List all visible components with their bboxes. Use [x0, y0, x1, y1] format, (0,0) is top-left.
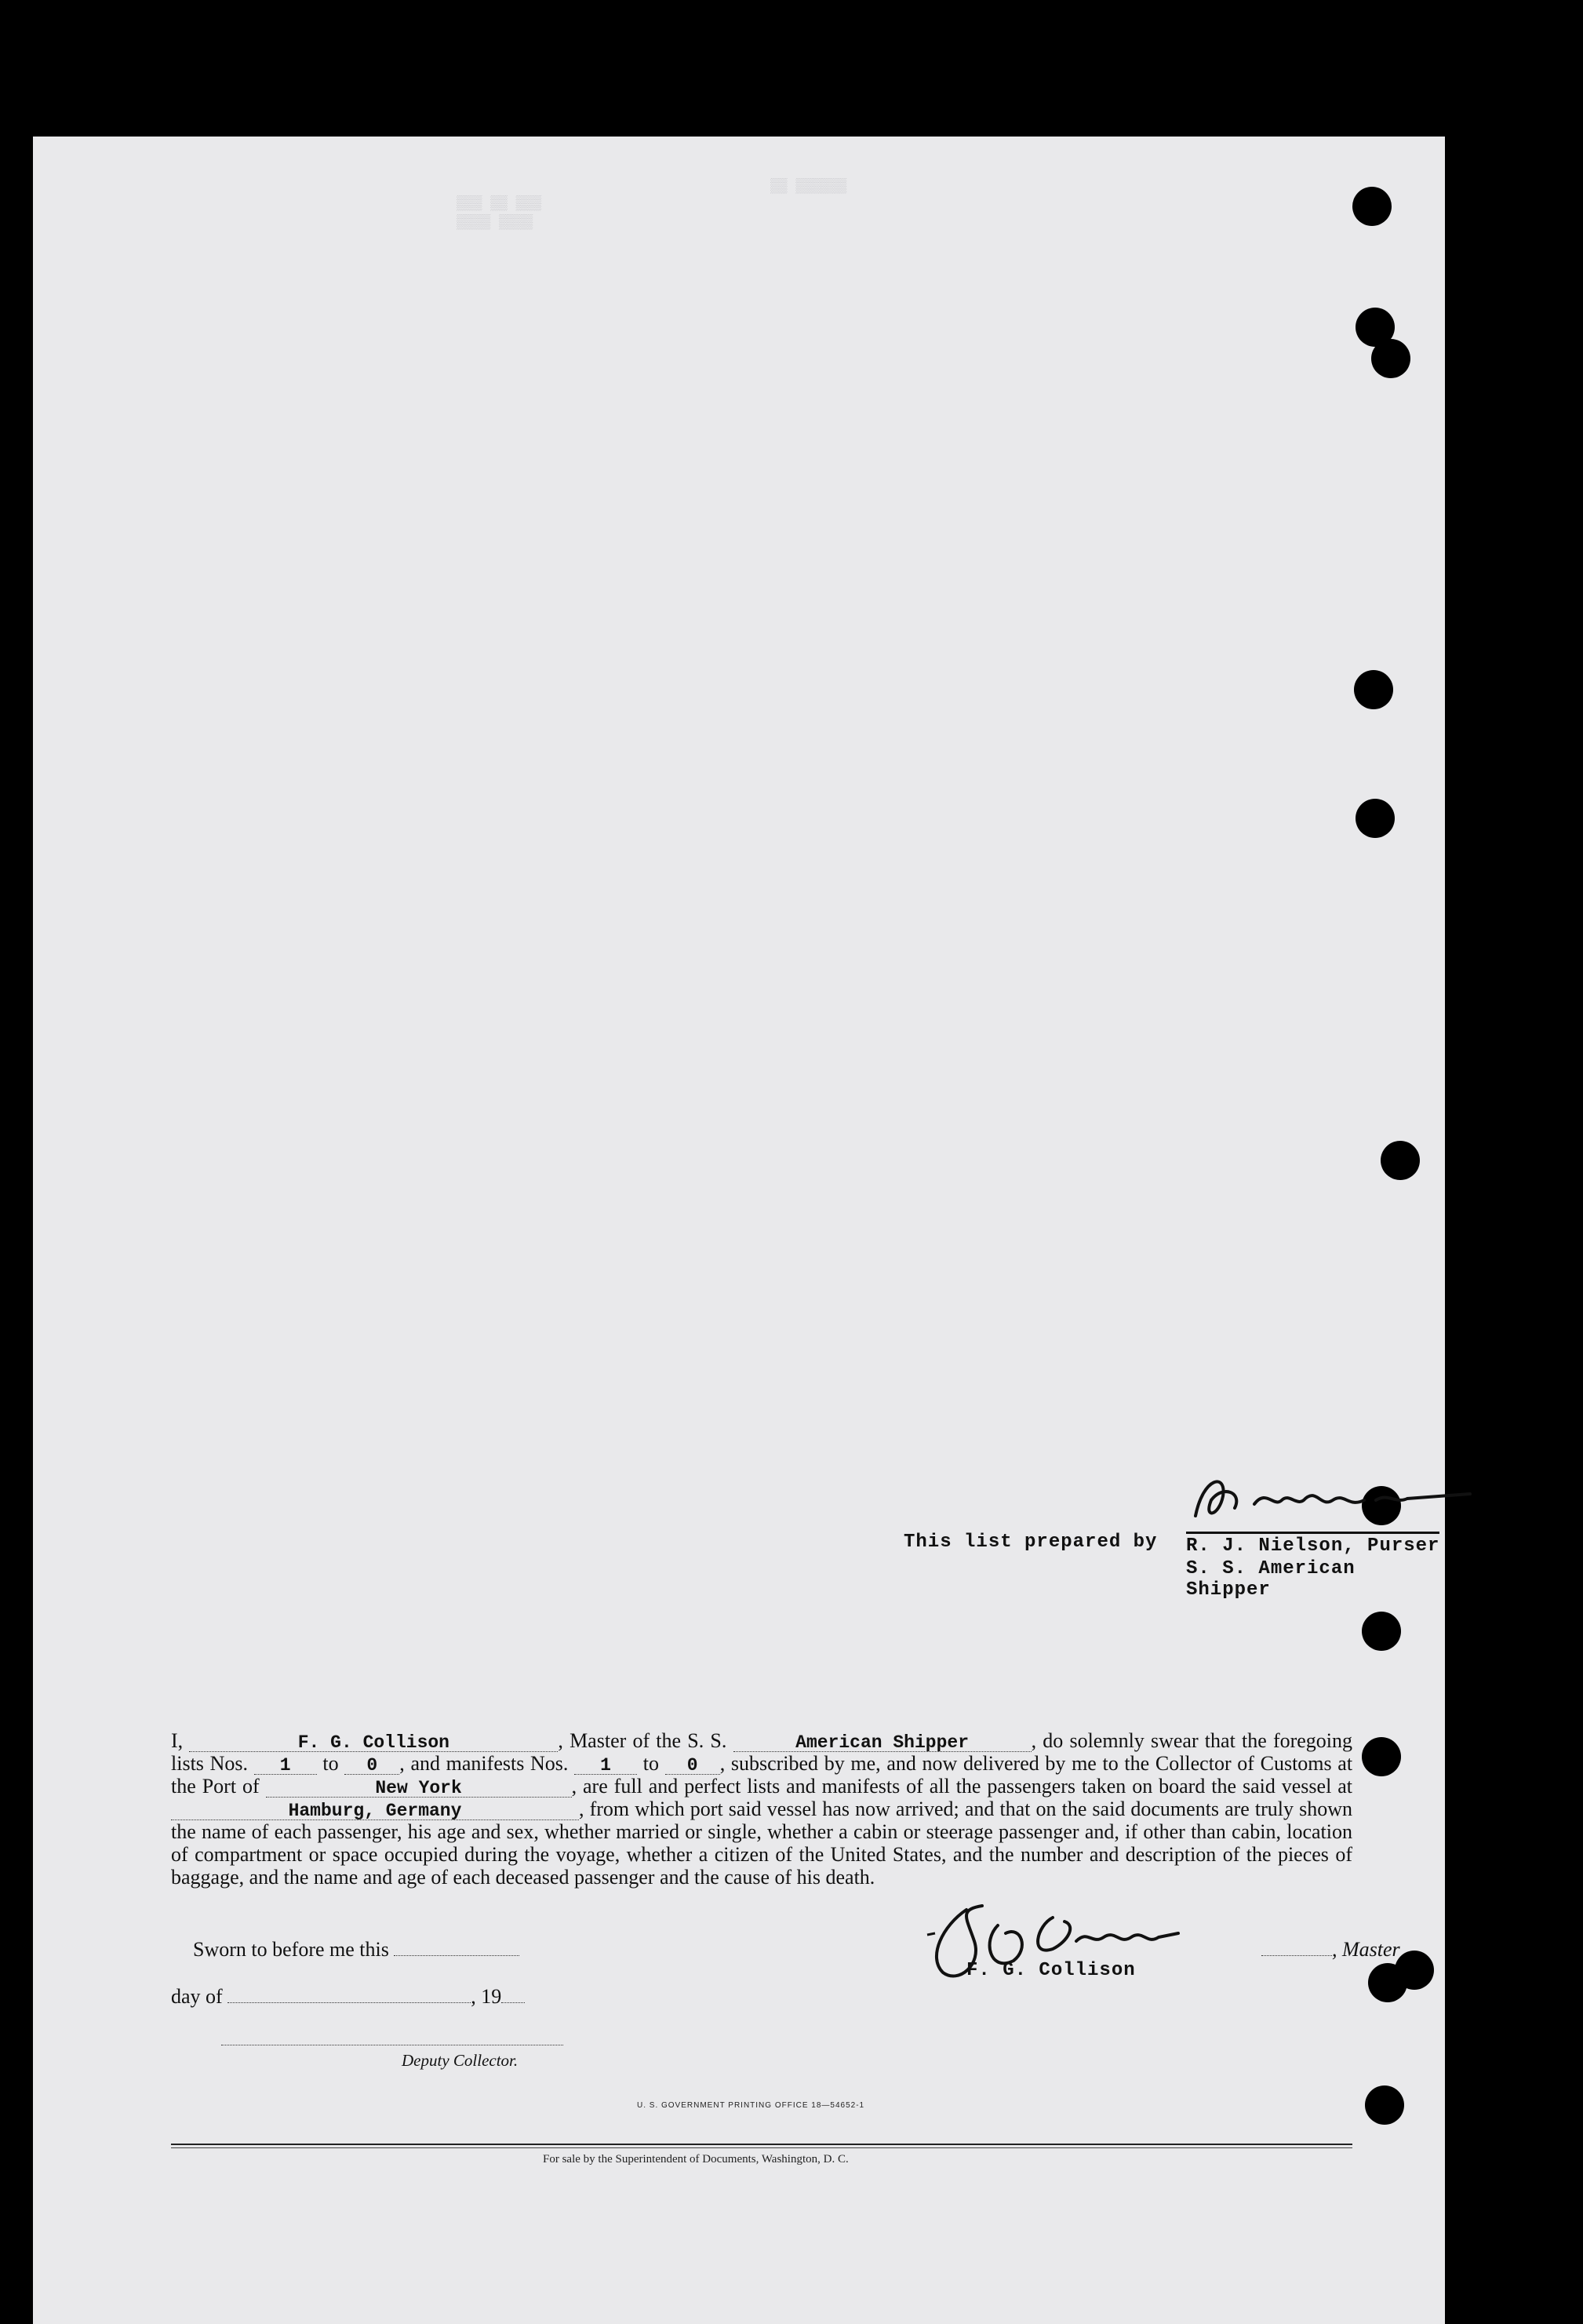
punch-hole [1356, 799, 1395, 838]
sworn-line [193, 1938, 519, 1962]
printing-office-note: U. S. GOVERNMENT PRINTING OFFICE 18—54652-1 [637, 2101, 865, 2110]
sworn-blank [394, 1940, 519, 1956]
document-page [33, 137, 1445, 2324]
oath-text: to [322, 1752, 339, 1775]
punch-hole [1354, 670, 1393, 709]
year-prefix: , 19 [471, 1985, 502, 2008]
oath-text: , Master of the S. S. [558, 1729, 727, 1752]
ship-name-line: S. S. American Shipper [1186, 1558, 1356, 1601]
master-label-text: , Master [1332, 1938, 1400, 1961]
oath-paragraph [171, 1729, 1352, 1889]
oath-text: , from which port said vessel has now arrived; and that on the said documents are truly shown the name of each passenger, his age and sex, whether married or single, whether a cabin or steerage passenger and, if other than cabin, location of compartment or space occupied during the voyage, whether a citizen of the United States, and the number and description of the pieces of baggage, and the name and age of each deceased passenger and the cause of his death. [171, 1798, 1352, 1889]
punch-hole [1352, 187, 1392, 226]
master-name-field: F. G. Collison [189, 1734, 558, 1752]
deputy-collector-label: Deputy Collector. [402, 2051, 519, 2070]
list-to-field: 0 [344, 1757, 399, 1775]
oath-text: I, [171, 1729, 184, 1752]
year-blank [501, 1987, 525, 2003]
departure-port-field: Hamburg, Germany [171, 1802, 579, 1820]
master-label [1261, 1938, 1400, 1962]
faint-stamp-mark: ▒▒▒▒ ▒▒▒▒ [457, 215, 533, 231]
purser-signature [1180, 1461, 1478, 1539]
port-field: New York [266, 1779, 572, 1798]
oath-text: , and manifests Nos. [399, 1752, 569, 1775]
day-of-blank [227, 1987, 471, 2003]
oath-text: to [642, 1752, 659, 1775]
master-typed-name: F. G. Collison [966, 1960, 1136, 1981]
footer-rule [171, 2144, 1352, 2145]
purser-name: R. J. Nielson, Purser [1186, 1532, 1439, 1557]
punch-hole [1371, 339, 1410, 378]
oath-text: , subscribed by me, and now delivered by me to the Collector of Customs at the Port of [171, 1752, 1353, 1798]
signature-blank [1261, 1940, 1332, 1956]
for-sale-note: For sale by the Superintendent of Documents, Washington, D. C. [543, 2153, 849, 2166]
oath-text: , are full and perfect lists and manifests of all the passengers taken on board the said vessel at [571, 1775, 1353, 1798]
manifest-to-field: 0 [665, 1757, 720, 1775]
faint-stamp-mark: ▒▒ ▒▒▒▒▒▒ [770, 179, 847, 195]
punch-hole [1362, 1737, 1401, 1776]
punch-hole [1381, 1141, 1420, 1180]
prepared-by-label: This list prepared by [904, 1532, 1158, 1553]
punch-hole [1365, 2085, 1404, 2125]
punch-hole [1362, 1612, 1401, 1651]
sworn-label: Sworn to before me this [193, 1938, 389, 1961]
day-of-line [171, 1985, 525, 2009]
list-from-field: 1 [254, 1757, 317, 1775]
oath-text: , do solemnly swear that the foregoing lists Nos. [171, 1729, 1353, 1775]
footer-rule-thin [171, 2147, 1352, 2148]
punch-hole [1395, 1951, 1434, 1990]
manifest-from-field: 1 [574, 1757, 637, 1775]
ship-name-field: American Shipper [733, 1734, 1032, 1752]
faint-stamp-mark: ▒▒▒ ▒▒ ▒▒▒ [457, 196, 542, 212]
day-of-label: day of [171, 1985, 223, 2008]
